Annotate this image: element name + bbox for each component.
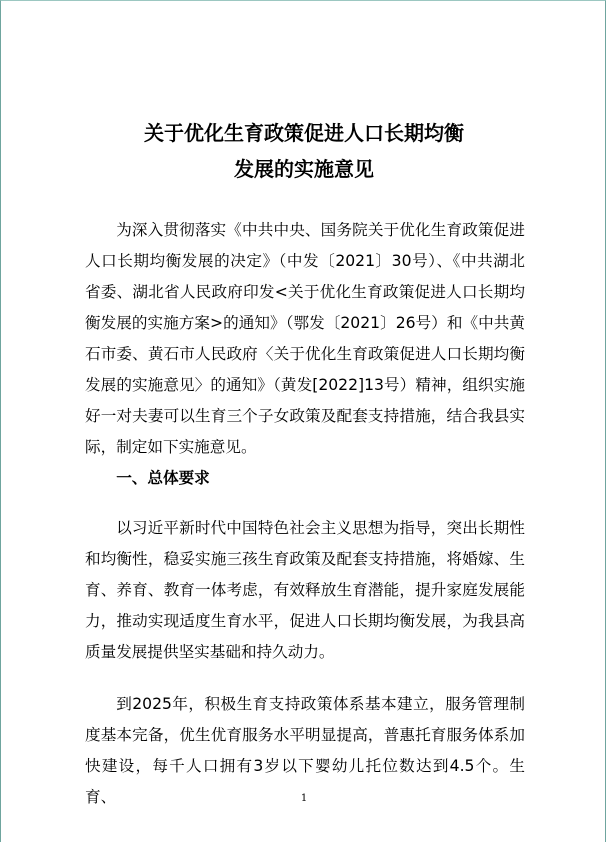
section-heading-general-requirements: 一、总体要求 [116,469,210,487]
goals-2025-paragraph: 到2025年，积极生育支持政策体系基本建立，服务管理制度基本完备，优生优育服务水平明显提高，普惠托育服务体系加快建设，每千人口拥有3岁以下婴幼儿托位数达到4.5个。生育、 [85,695,525,806]
document-title [1,115,606,187]
page-number: 1 [300,793,308,804]
guiding-principle-paragraph: 以习近平新时代中国特色社会主义思想为指导，突出长期性和均衡性，稳妥实施三孩生育政策及配套支持措施，将婚嫁、生育、养育、教育一体考虑，有效释放生育潜能，提升家庭发展能力，推动实现适度生育水平，促进人口长期均衡发展，为我县高质量发展提供坚实基础和持久动力。 [85,519,525,661]
title-line-2: 发展的实施意见 [234,157,374,181]
intro-paragraph: 为深入贯彻落实《中共中央、国务院关于优化生育政策促进人口长期均衡发展的决定》（中发〔2021〕30号）、《中共湖北省委、湖北省人民政府印发<关于优化生育政策促进人口长期均衡发展的实施方案>的通知》（鄂发〔2021〕26号）和《中共黄石市委、黄石市人民政府〈关于优化生育政策促进人口长期均衡发展的实施意见〉的通知》（黄发[2022]13号）精神，组织实施好一对夫妻可以生育三个子女政策及配套支持措施，结合我县实际，制定如下实施意见。 [85,221,525,456]
title-line-1: 关于优化生育政策促进人口长期均衡 [144,121,464,145]
